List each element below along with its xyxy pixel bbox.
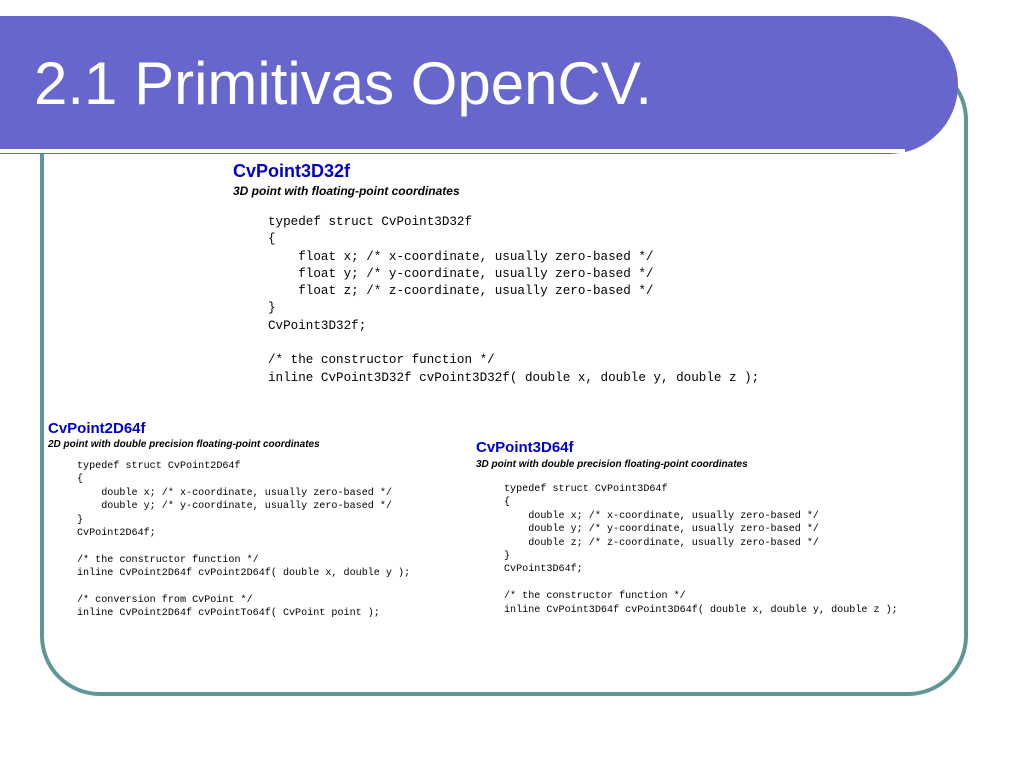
code-snippet: typedef struct CvPoint3D64f { double x; /* x-coordinate, usually zero-based */ double y; /* y-coordinate, usually zero-based */ double z; /* z-coordinate, usually zero-based */ } CvPoint3D64f; /* the constructor function */ inline CvPoint3D64f cvPoint3D64f( double x, double y, double z ); [504,484,898,616]
struct-name: CvPoint2D64f [48,420,146,437]
code-snippet: typedef struct CvPoint3D32f { float x; /* x-coordinate, usually zero-based */ float y; /* y-coordinate, usually zero-based */ float z; /* z-coordinate, usually zero-based */ } CvPoint3D32f; /* the constructor function */ inline CvPoint3D32f cvPoint3D32f( double x, double y, double z ); [268,215,760,385]
slide-title: 2.1 Primitivas OpenCV. [34,50,653,117]
title-bar [0,16,958,154]
struct-description: 3D point with double precision floating-point coordinates [476,459,748,470]
title-underline [0,149,905,153]
struct-name: CvPoint3D64f [476,439,574,456]
struct-description: 2D point with double precision floating-point coordinates [48,439,320,450]
struct-description: 3D point with floating-point coordinates [233,184,460,198]
code-snippet: typedef struct CvPoint2D64f { double x; /* x-coordinate, usually zero-based */ double y; /* y-coordinate, usually zero-based */ } CvPoint2D64f; /* the constructor function */ inline CvPoint2D64f cvPoint2D64f( double x, double y ); /* conversion from CvPoint */ inline CvPoint2D64f cvPointTo64f( CvPoint point ); [77,461,411,620]
struct-name: CvPoint3D32f [233,161,351,181]
